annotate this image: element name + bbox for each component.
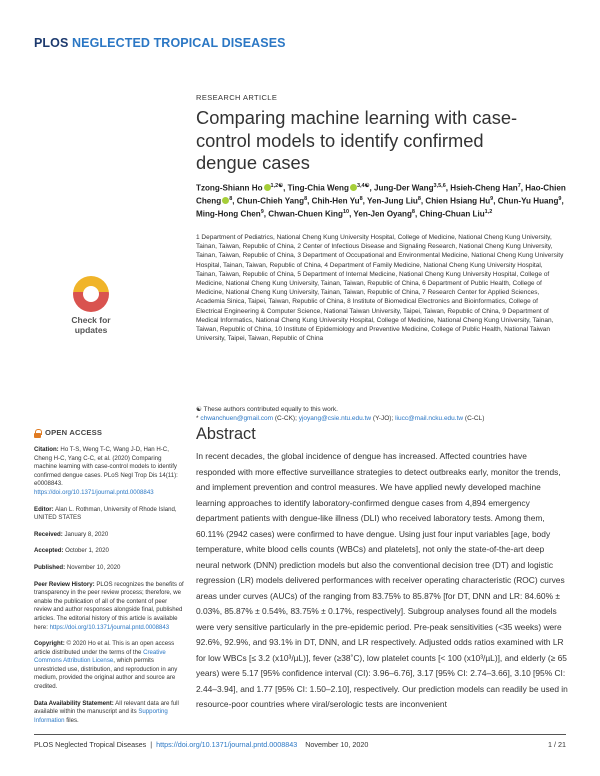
footer-journal: PLOS Neglected Tropical Diseases <box>34 740 147 749</box>
copyright-text-end: , which permits unrestricted use, distribution, and reproduction in any medium, provided the original author and source are credited. <box>34 657 178 691</box>
author-name: Yen-Jen Oyang <box>353 209 412 219</box>
author-name: Tzong-Shiann Ho <box>196 183 263 193</box>
page-footer: PLOS Neglected Tropical Diseases | https://doi.org/10.1371/journal.pntd.0008843 November 10, 2020 1 / 21 <box>34 734 566 749</box>
author-affiliation-sup: 3,5,6 <box>433 183 446 189</box>
article-info-sidebar <box>34 429 184 733</box>
editor-label: Editor: <box>34 505 54 513</box>
published-label: Published: <box>34 563 66 571</box>
check-for-updates-icon <box>73 276 109 312</box>
author-name: Chwan-Chuen King <box>268 209 343 219</box>
email-link-ck[interactable]: chwanchuen@gmail.com <box>200 415 274 423</box>
author-name: Chih-Hen Yu <box>311 196 360 206</box>
correspondence-emails <box>196 414 566 423</box>
author-name: Ching-Chuan Liu <box>419 209 485 219</box>
footer-doi-link[interactable]: https://doi.org/10.1371/journal.pntd.0008843 <box>156 740 298 749</box>
email-link-yjo[interactable]: yjoyang@csie.ntu.edu.tw <box>298 415 372 423</box>
published-text: November 10, 2020 <box>66 563 121 571</box>
author-name: Chun-Chieh Yang <box>236 196 305 206</box>
open-access-label <box>34 429 184 438</box>
page-number: 1 / 21 <box>548 740 566 749</box>
supporting-info-link[interactable]: Supporting Information <box>34 708 168 724</box>
peer-review-label: Peer Review History: <box>34 580 95 588</box>
author-name: Chun-Yu Huang <box>497 196 559 206</box>
accepted-date <box>34 547 184 556</box>
accepted-text: October 1, 2020 <box>65 547 109 555</box>
check-for-updates-badge[interactable] <box>64 276 118 335</box>
cc-license-link[interactable]: Creative Commons Attribution License <box>34 648 166 665</box>
abstract-text: In recent decades, the global incidence of dengue has increased. Affected countries have responded with more effective surveillance strategies to detect outbreaks early, monitor the trends, and implement prevention and control measures. We have applied newly developed machine learning approaches to identify laboratory-confirmed dengue cases from 4,894 emergency department patients with dengue-like illness (DLI) who received laboratory tests. Among them, 60.11% (2942 cases) were confirmed to have dengue. Using just four input variables [age, body temperature, white blood cells counts (WBCs) and platelets], not only the state-of-the-art deep neural network (DNN) prediction models but also the conventional decision tree (DT) and logistic regression (LR) models delivered performances with receiver operating characteristic (ROC) curves areas under curves (AUCs) of the ranging from 83.75% to 85.87% [for DT, DNN and LR: 84.60% ± 0.03%, 85.87% ± 0.54%, 83.75% ± 0.17%, respectively]. Subgroup analyses found all the models were very sensitive particularly in the pre-epidemic period. Pre-peak sensitivities (<35 weeks) were 92.6%, 92.9%, and 93.1% in DT, DNN, and LR respectively. Adjusted odds ratios examined with LR for low WBCs [≤ 3.2 (x10³/µL)], fever (≥38˚C), low platelet counts [< 100 (x10³/µL)], and elderly (≥ 65 years) were 5.17 [95% confidence interval (CI): 3.96–6.76], 3.17 [95% CI: 2.74–3.66], 3.10 [95% CI: 2.44–3.94], and 1.77 [95% CI: 1.50–2.10], respectively. Our prediction models can readily be used in resource-poor countries where viral/serologic tests are inconvenient <box>196 451 568 709</box>
author-affiliation-sup: 3,4☯ <box>356 183 370 189</box>
author-affiliation-sup: 9 <box>490 195 494 202</box>
author-list: Tzong-Shiann Ho $^{1,2☯}$, Ting-Chia Weng $^{3,4☯}$, Jung-Der Wang$^{3,5,6}$, Hsieh-Cheng Han$^7$, Hao-Chien Cheng $^8$, Chun-Chieh Yang$^8$, Chih-Hen Yu$^8$, Yen-Jung Liu$^8$, Chien Hsiang Hu$^9$, Chun-Yu Huang$^9$, Ming-Hong Chen$^9$, Chwan-Chuen King$^{10}$, Yen-Jen Oyang$^8$, Ching-Chuan Liu$^{1,2}$ <box>196 183 566 219</box>
citation-text: Ho T-S, Weng T-C, Wang J-D, Han H-C, Cheng H-C, Yang C-C, et al. (2020) Comparing machine learning with case-control models to identify confirmed dengue cases. PLoS Negl Trop Dis 14(11): e0008843. <box>34 446 178 488</box>
citation <box>34 446 184 498</box>
article-title: Comparing machine learning with case-control models to identify confirmed dengue cases <box>196 107 518 173</box>
author-name: Ming-Hong Chen <box>196 209 261 219</box>
journal-brand: PLOS <box>34 36 69 50</box>
copyright-text: © 2020 Ho et al. This is an open access article distributed under the terms of the <box>34 640 175 656</box>
received-text: January 8, 2020 <box>64 530 109 538</box>
affiliations: 1 Department of Pediatrics, National Cheng Kung University Hospital, College of Medicine, National Cheng Kung University, Tainan, Taiwan, Republic of China, 2 Center of Infectious Disease and Signaling Research, National Cheng Kung University, Tainan, Taiwan, Republic of China, 3 Department of Occupational and Environmental Medicine, National Cheng Kung University Hospital, Tainan, Taiwan, Republic of China, 4 Department of Family Medicine, National Cheng Kung University Hospital, Tainan, Taiwan, Republic of China, 5 Department of Internal Medicine, National Cheng Kung University Hospital, College of Medicine, National Cheng Kung University, Tainan, Taiwan, Republic of China, 6 Department of Public Health, College of Medicine, National Cheng Kung University, Tainan, Taiwan, Republic of China, 7 Research Center for Applied Sciences, Academia Sinica, Taipei, Taiwan, Republic of China, 8 Institute of Biomedical Electronics and Bioinformatics, College of Electrical Engineering & Computer Science, National Taiwan University, Taipei, Taiwan, Republic of China, 9 Department of Medical Informatics, National Cheng Kung University Hospital, College of Medicine, National Cheng Kung University, Tainan, Taiwan, Republic of China, 10 Institute of Epidemiology and Preventive Medicine, College of Public Health, National Taiwan University, Taipei, Taiwan, Republic of China <box>196 234 564 343</box>
author-affiliation-sup: 10 <box>342 208 350 215</box>
equal-contribution-note: ☯ These authors contributed equally to this work. <box>196 406 338 413</box>
author-affiliation-sup: 8 <box>304 195 308 202</box>
peer-review-text: PLOS recognizes the benefits of transparency in the peer review process; therefore, we enable the publication of all of the content of peer review and author responses alongside final, published articles. The editorial history of this article is available here: <box>34 580 184 631</box>
accepted-label: Accepted: <box>34 547 64 555</box>
editor-text: Alan L. Rothman, University of Rhode Island, UNITED STATES <box>34 505 177 522</box>
email-tag-ck: (C-CK); <box>274 415 297 423</box>
received-date <box>34 531 184 540</box>
author-affiliation-sup: 9 <box>558 195 562 202</box>
author-affiliation-sup: 7 <box>517 183 521 189</box>
email-tag-ccl: (C-CL) <box>464 415 485 423</box>
author-notes <box>196 405 566 423</box>
author-affiliation-sup: 8 <box>411 208 415 215</box>
citation-doi-link[interactable]: https://doi.org/10.1371/journal.pntd.0008843 <box>34 488 154 496</box>
published-date <box>34 564 184 573</box>
author-name: Hao-Chien Cheng <box>196 183 566 206</box>
footer-date: November 10, 2020 <box>305 740 369 749</box>
received-label: Received: <box>34 530 63 538</box>
journal-name: NEGLECTED TROPICAL DISEASES <box>72 36 286 50</box>
author-affiliation-sup: 8 <box>417 195 421 202</box>
author-name: Chien Hsiang Hu <box>425 196 491 206</box>
author-affiliation-sup: 8 <box>359 195 363 202</box>
badge-line2: updates <box>74 324 108 335</box>
journal-header <box>34 36 286 50</box>
open-access-text: OPEN ACCESS <box>45 428 103 438</box>
copyright <box>34 640 184 692</box>
author-affiliation-sup: 1,2 <box>484 208 493 215</box>
email-tag-yjo: (Y-JO); <box>372 415 394 423</box>
peer-review-history <box>34 581 184 633</box>
badge-line1: Check for <box>71 315 111 325</box>
author-name: Ting-Chia Weng <box>287 183 349 193</box>
email-link-ccl[interactable]: liucc@mail.ncku.edu.tw <box>395 415 464 423</box>
orcid-icon[interactable] <box>350 184 357 191</box>
author-affiliation-sup: 9 <box>260 208 264 215</box>
data-availability-text-end: files. <box>66 716 79 724</box>
data-availability <box>34 700 184 726</box>
open-lock-icon <box>34 429 41 438</box>
abstract-heading: Abstract <box>196 425 256 443</box>
citation-label: Citation: <box>34 446 59 453</box>
author-name: Jung-Der Wang <box>374 183 434 193</box>
author-affiliation-sup: 8 <box>229 195 233 202</box>
editor <box>34 506 184 523</box>
data-availability-text: All relevant data are full available within the manuscript and its <box>34 699 179 716</box>
peer-review-link[interactable]: https://doi.org/10.1371/journal.pntd.0008843 <box>49 623 170 631</box>
author-name: Yen-Jung Liu <box>367 196 418 206</box>
email-prefix: * <box>196 415 199 423</box>
article-type: RESEARCH ARTICLE <box>196 93 278 102</box>
author-name: Hsieh-Cheng Han <box>450 183 518 193</box>
data-availability-label: Data Availability Statement: <box>34 699 114 707</box>
author-affiliation-sup: 1,2☯ <box>270 183 284 189</box>
copyright-label: Copyright: <box>34 640 65 648</box>
orcid-icon[interactable] <box>264 184 271 191</box>
